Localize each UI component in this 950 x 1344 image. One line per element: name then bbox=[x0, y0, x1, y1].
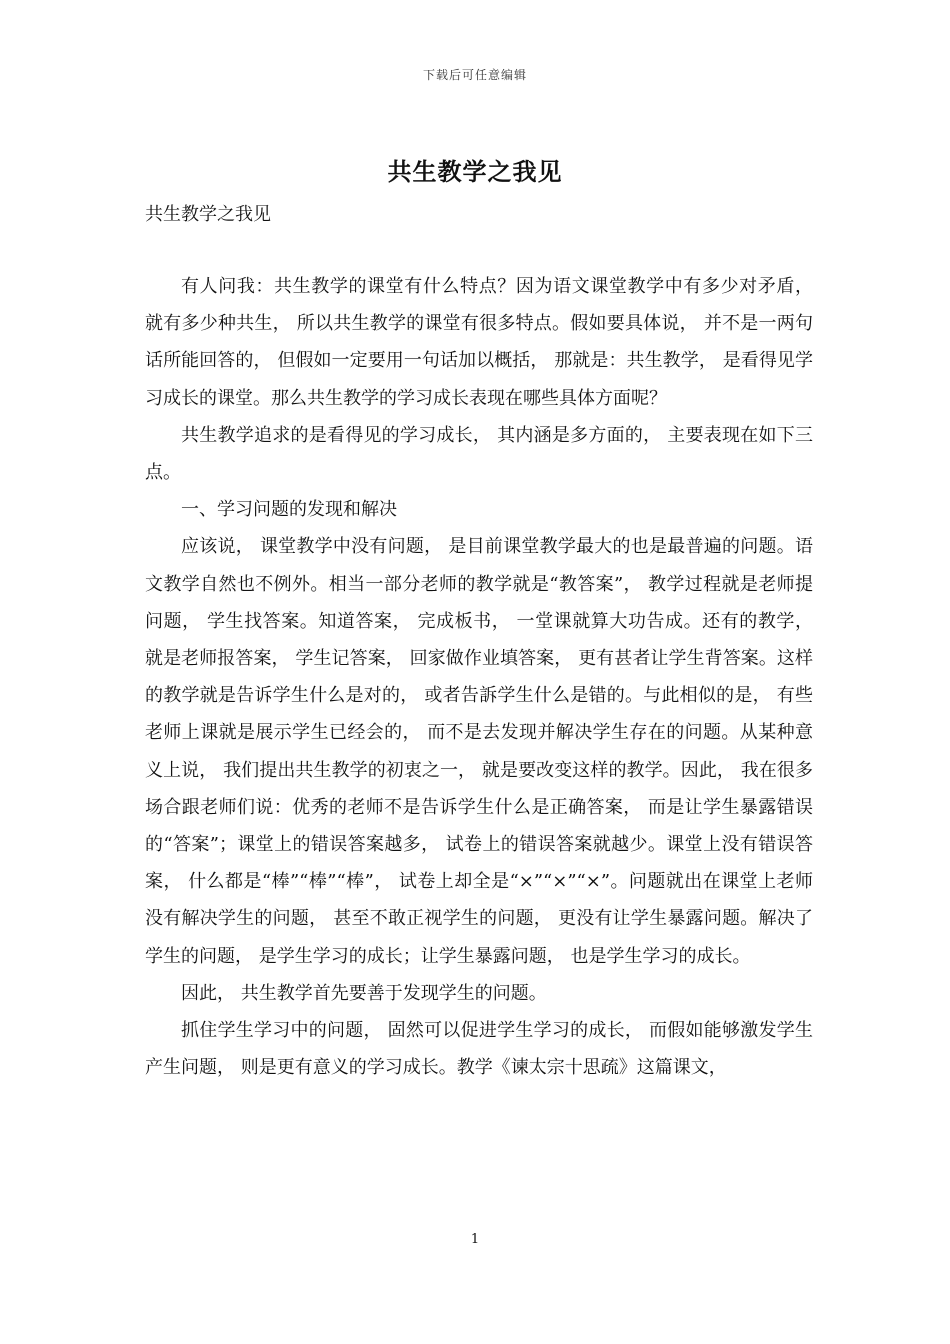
page-header-note: 下载后可任意编辑 bbox=[422, 68, 527, 82]
body-paragraph: 抓住学生学习中的问题， 固然可以促进学生学习的成长， 而假如能够激发学生产生问题， 则是更有意义的学习成长。教学《谏太宗十思疏》这篇课文， bbox=[145, 1020, 813, 1079]
body-paragraph: 共生教学追求的是看得见的学习成长， 其内涵是多方面的， 主要表现在如下三点。 bbox=[145, 424, 813, 484]
document-title: 共生教学之我见 bbox=[387, 157, 563, 186]
body-paragraph: 有人问我：共生教学的课堂有什么特点？因为语文课堂教学中有多少对矛盾， 就有多少种共生， 所以共生教学的课堂有很多特点。假如要具体说， 并不是一两句话所能回答的， 但假如一定要用一句话加以概括， 那就是：共生教学， 是看得见学习成长的课堂。那么共生教学的学习成长表现在哪些具体方面呢？ bbox=[145, 276, 813, 409]
document-subtitle: 共生教学之我见 bbox=[145, 204, 271, 225]
body-paragraph: 因此， 共生教学首先要善于发现学生的问题。 bbox=[181, 982, 547, 1004]
page-number: 1 bbox=[470, 1232, 480, 1247]
section-heading: 一、学习问题的发现和解决 bbox=[181, 499, 397, 521]
document-body bbox=[145, 268, 813, 1086]
body-paragraph: 应该说， 课堂教学中没有问题， 是目前课堂教学最大的也是最普遍的问题。语文教学自然也不例外。相当一部分老师的教学就是“教答案”， 教学过程就是老师提问题， 学生找答案。知道答案， 完成板书， 一堂课就算大功告成。还有的教学， 就是老师报答案， 学生记答案， 回家做作业填答案， 更有甚者让学生背答案。这样的教学就是告诉学生什么是对的， 或者告訴学生什么是错的。与此相似的是， 有些老师上课就是展示学生已经会的， 而不是去发现并解决学生存在的问题。从某种意义上说， 我们提出共生教学的初衷之一， 就是要改变这样的教学。因此， 我在很多场合跟老师们说：优秀的老师不是告诉学生什么是正确答案， 而是让学生暴露错误的“答案”；课堂上的错误答案越多， 试卷上的错误答案就越少。课堂上没有错误答案， 什么都是“棒”“棒”“棒”， 试卷上却全是“×”“×”“×”。问题就出在课堂上老师没有解决学生的问题， 甚至不敢正视学生的问题， 更没有让学生暴露问题。解决了学生的问题， 是学生学习的成长；让学生暴露问题， 也是学生学习的成长。 bbox=[145, 536, 813, 967]
